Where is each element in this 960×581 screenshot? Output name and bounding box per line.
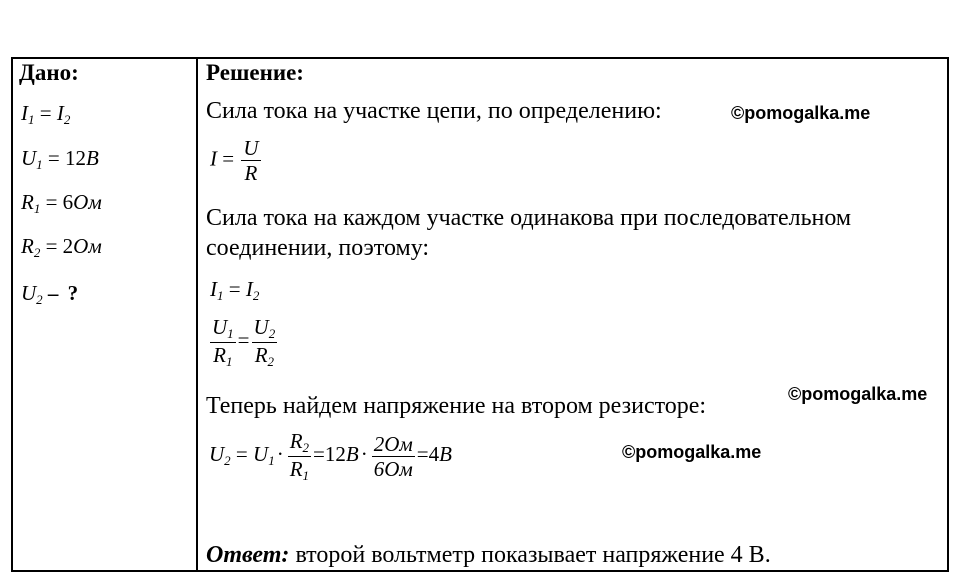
answer-label: Ответ: <box>206 542 290 568</box>
given-header: Дано: <box>19 60 79 85</box>
given-line-1: $I_1 = I_2$ <box>21 101 71 127</box>
given-line-2: $U_1 = 12B$ <box>21 146 99 172</box>
given-line-3: $R_1 = 6Ом$ <box>21 190 102 216</box>
formula-ratio-equal: $\frac{U_1}{R_1}$ = $\frac{U_2}{R_2}$ <box>212 315 276 369</box>
given-line-4: $R_2 = 2Ом$ <box>21 234 102 260</box>
watermark-2: ©pomogalka.me <box>788 384 928 404</box>
answer-text: второй вольтметр показывает напряжение 4 В. <box>295 542 771 568</box>
formula-voltage-result: $U_2 = U_1\cdot$ $\frac{R_2}{R_1}$ =12B· $\frac{2Ом}{6Ом}$ =4B <box>209 429 452 483</box>
solution-paragraph-1: Сила тока на участке цепи, по определению: <box>206 98 662 124</box>
solution-header: Решение: <box>206 60 304 85</box>
watermark-3: ©pomogalka.me <box>622 442 762 462</box>
solution-paragraph-3: Теперь найдем напряжение на втором резисторе: <box>206 393 707 419</box>
solution-paragraph-2-line-2: соединении, поэтому: <box>206 235 430 261</box>
table-frame <box>11 57 949 572</box>
formula-currents-equal: $I_1 = I_2$ <box>210 277 260 303</box>
watermark-1: ©pomogalka.me <box>731 103 871 123</box>
column-divider <box>196 57 198 572</box>
solution-paragraph-2-line-1: Сила тока на каждом участке одинакова при последовательном <box>206 205 852 231</box>
formula-current-definition: I = $\frac{U}{R}$ <box>210 136 259 186</box>
answer-line <box>206 542 771 569</box>
given-unknown: $U_2$ – ? <box>21 281 79 307</box>
